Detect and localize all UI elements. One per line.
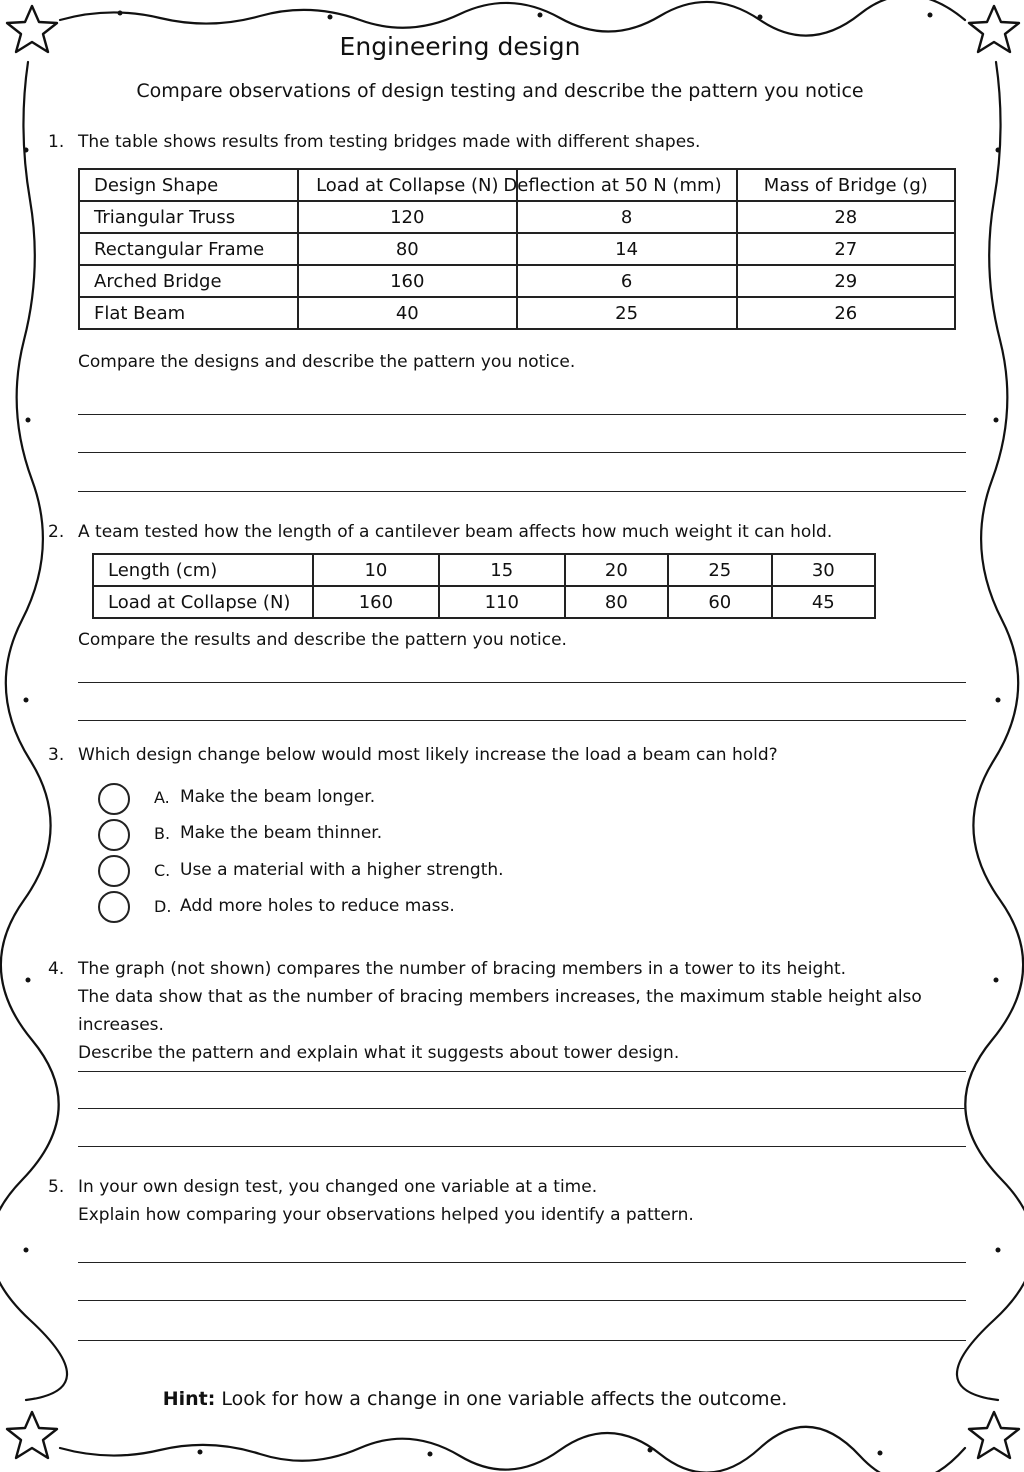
answer-line[interactable] — [78, 452, 966, 453]
hint — [0, 1388, 950, 1410]
table-cell: 29 — [737, 265, 955, 297]
table-cell: 110 — [439, 586, 565, 618]
question-number: 5. — [48, 1177, 65, 1197]
table-cell: 80 — [298, 233, 517, 265]
table-cell: 25 — [517, 297, 737, 329]
table-header-cell: Deflection at 50 N (mm) — [517, 169, 737, 201]
page-title: Engineering design — [339, 32, 581, 61]
question-prompt: Compare the results and describe the pattern you notice. — [78, 630, 567, 650]
beam-length-table — [92, 553, 876, 619]
option-letter: B. — [154, 824, 171, 843]
option-letter: C. — [154, 861, 171, 880]
table-header-cell: Design Shape — [79, 169, 298, 201]
table-cell: Triangular Truss — [79, 201, 298, 233]
question-line: Explain how comparing your observations helped you identify a pattern. — [78, 1205, 694, 1225]
question-prompt: Compare the designs and describe the pattern you notice. — [78, 352, 576, 372]
option-text: Make the beam thinner. — [180, 823, 383, 843]
table-cell: 10 — [313, 554, 439, 586]
page-subtitle: Compare observations of design testing and describe the pattern you notice — [136, 80, 864, 102]
table-row — [79, 297, 955, 329]
table-cell: 160 — [298, 265, 517, 297]
question-number: 2. — [48, 522, 65, 542]
table-cell: 26 — [737, 297, 955, 329]
option-text: Add more holes to reduce mass. — [180, 896, 455, 916]
option-text: Use a material with a higher strength. — [180, 860, 504, 880]
answer-line[interactable] — [78, 414, 966, 415]
hint-text: Look for how a change in one variable affects the outcome. — [215, 1388, 788, 1410]
table-cell: 40 — [298, 297, 517, 329]
table-cell: 8 — [517, 201, 737, 233]
option-letter: A. — [154, 788, 170, 807]
table-row — [79, 233, 955, 265]
question-line: The data show that as the number of bracing members increases, the maximum stable height also increases. — [78, 987, 922, 1035]
table-cell: Load at Collapse (N) — [93, 586, 313, 618]
answer-line[interactable] — [78, 1300, 966, 1301]
table-cell: Rectangular Frame — [79, 233, 298, 265]
table-cell: Flat Beam — [79, 297, 298, 329]
question-line: In your own design test, you changed one variable at a time. — [78, 1177, 598, 1197]
answer-line[interactable] — [78, 1262, 966, 1263]
bridge-results-table — [78, 168, 956, 330]
table-cell: 25 — [668, 554, 771, 586]
table-cell: 14 — [517, 233, 737, 265]
table-cell: 60 — [668, 586, 771, 618]
question-text: The table shows results from testing bridges made with different shapes. — [78, 132, 701, 152]
table-cell: Arched Bridge — [79, 265, 298, 297]
table-cell: 6 — [517, 265, 737, 297]
table-header-cell: Mass of Bridge (g) — [737, 169, 955, 201]
option-c-radio[interactable] — [98, 855, 130, 887]
option-letter: D. — [154, 897, 172, 916]
answer-line[interactable] — [78, 1108, 966, 1109]
answer-line[interactable] — [78, 1340, 966, 1341]
question-number: 1. — [48, 132, 65, 152]
table-cell: 30 — [772, 554, 875, 586]
question-line: The graph (not shown) compares the number of bracing members in a tower to its height. — [78, 959, 847, 979]
table-cell: 27 — [737, 233, 955, 265]
answer-line[interactable] — [78, 1146, 966, 1147]
option-a-radio[interactable] — [98, 783, 130, 815]
table-header-row — [79, 169, 955, 201]
table-cell: 160 — [313, 586, 439, 618]
table-cell: 20 — [565, 554, 668, 586]
table-header-cell: Load at Collapse (N) — [298, 169, 517, 201]
answer-line[interactable] — [78, 682, 966, 683]
table-cell: 45 — [772, 586, 875, 618]
question-text — [78, 955, 978, 1067]
table-cell: 15 — [439, 554, 565, 586]
question-number: 3. — [48, 745, 65, 765]
answer-line[interactable] — [78, 1071, 966, 1072]
table-cell: 120 — [298, 201, 517, 233]
option-d-radio[interactable] — [98, 891, 130, 923]
question-text: Which design change below would most likely increase the load a beam can hold? — [78, 745, 778, 765]
table-row — [79, 201, 955, 233]
table-row — [93, 586, 875, 618]
hint-label: Hint: — [162, 1388, 216, 1410]
table-row — [93, 554, 875, 586]
answer-line[interactable] — [78, 491, 966, 492]
question-line: Describe the pattern and explain what it suggests about tower design. — [78, 1043, 680, 1063]
answer-line[interactable] — [78, 720, 966, 721]
question-number: 4. — [48, 959, 65, 979]
question-text — [78, 1173, 978, 1229]
question-text: A team tested how the length of a cantilever beam affects how much weight it can hold. — [78, 522, 833, 542]
table-cell: Length (cm) — [93, 554, 313, 586]
option-b-radio[interactable] — [98, 819, 130, 851]
option-text: Make the beam longer. — [180, 787, 376, 807]
table-row — [79, 265, 955, 297]
table-cell: 28 — [737, 201, 955, 233]
table-cell: 80 — [565, 586, 668, 618]
